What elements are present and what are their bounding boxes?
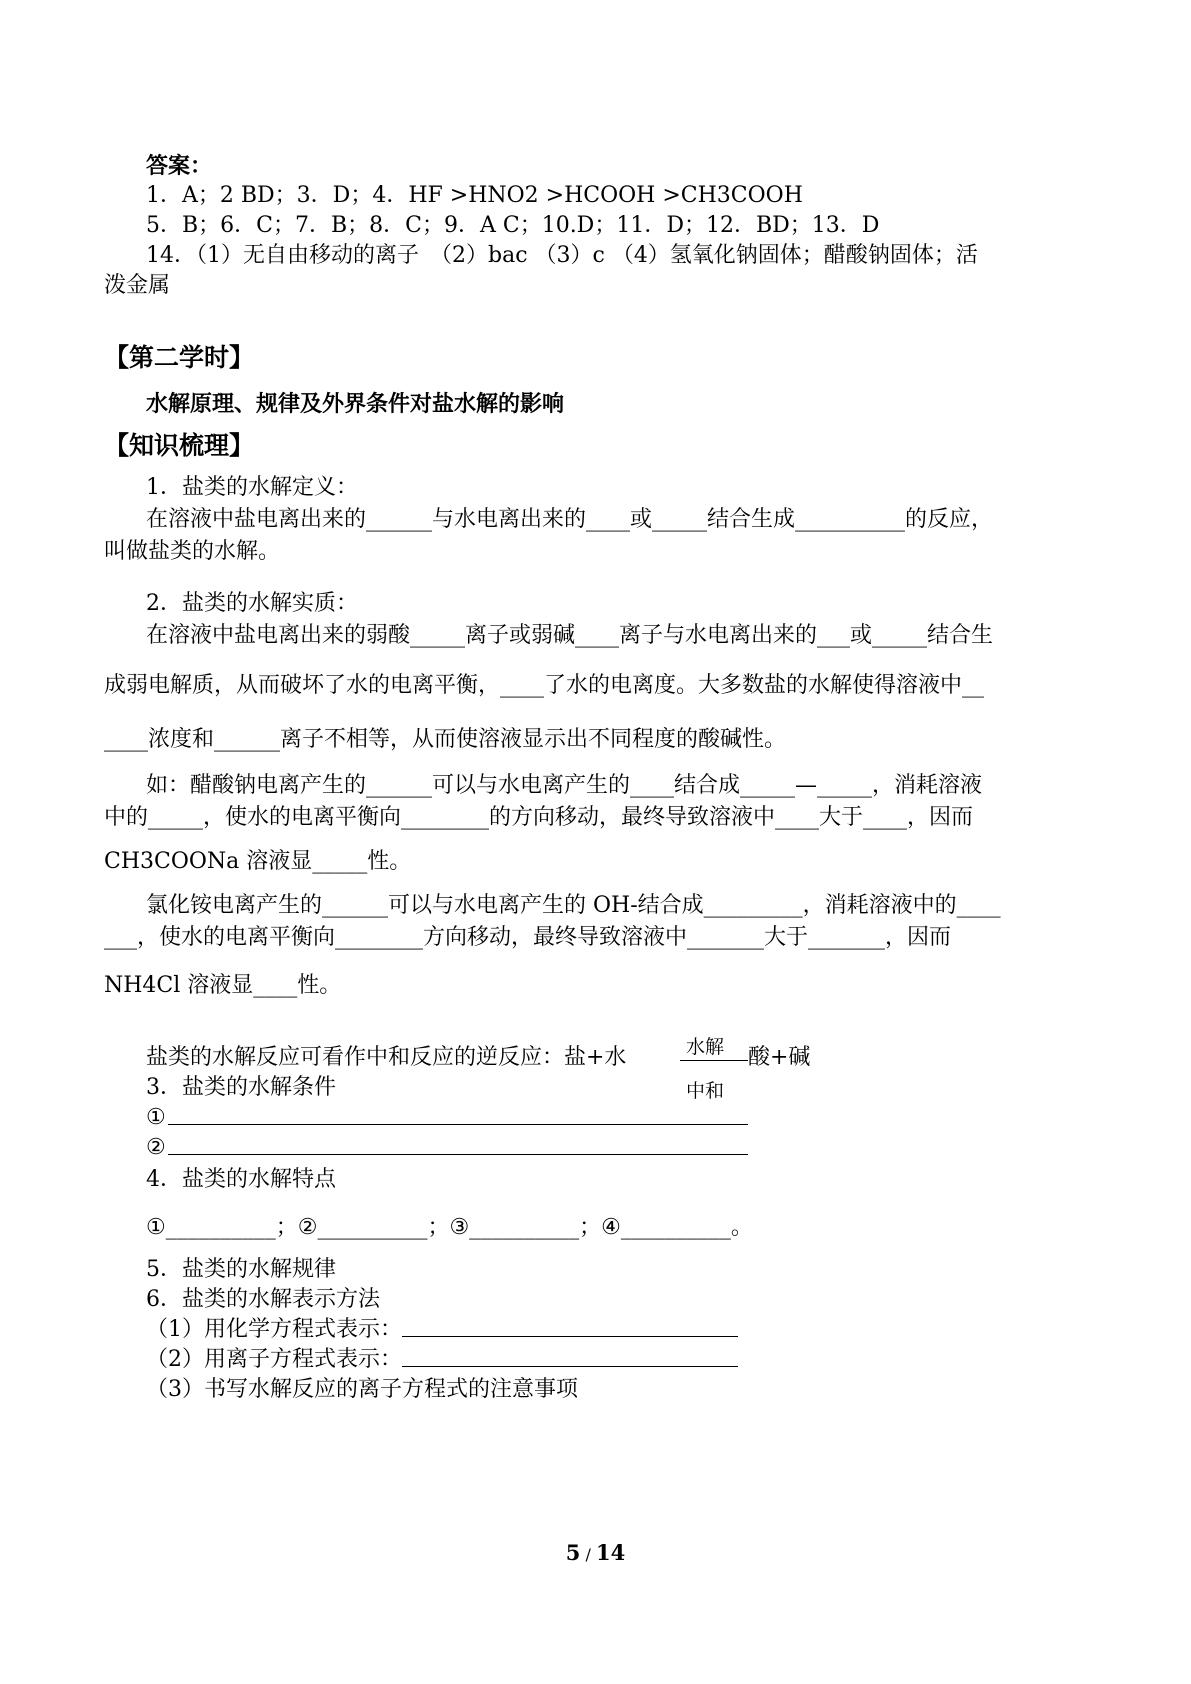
rule-title: 5．盐类的水解规律 (146, 1257, 336, 1282)
condition-blank-2 (168, 1154, 748, 1155)
representation-blank-2 (402, 1366, 738, 1367)
example-acetate-line-1: 如：醋酸钠电离产生的______可以与水电离产生的____结合成_____—_____，消耗溶液 (146, 773, 983, 798)
knowledge-heading: 【知识梳理】 (104, 431, 255, 460)
example-ammonium-line-1: 氯化铵电离产生的______可以与水电离产生的 OH-结合成_________，消耗溶液中的____ (146, 893, 1001, 918)
condition-item-1: ① (146, 1105, 166, 1130)
page-separator: / (580, 1545, 596, 1564)
answers-line-1: 1．A；2 BD；3．D；4．HF >HNO2 >HCOOH >CH3COOH (146, 183, 803, 208)
arrow-label-neutralization: 中和 (686, 1080, 725, 1102)
essence-line-2: 成弱电解质，从而破坏了水的电离平衡，____了水的电离度。大多数盐的水解使得溶液中__ (104, 673, 985, 698)
feature-line: ①__________；②__________；③__________；④__________。 (146, 1215, 753, 1240)
answers-line-4: 泼金属 (104, 273, 171, 298)
section-subtitle: 水解原理、规律及外界条件对盐水解的影响 (146, 391, 565, 417)
example-ammonium-line-3: NH4Cl 溶液显____性。 (104, 973, 342, 998)
definition-line-1: 在溶液中盐电离出来的______与水电离出来的____或_____结合生成__________的反应， (146, 507, 994, 532)
condition-item-2: ② (146, 1135, 166, 1160)
representation-item-1: （1）用化学方程式表示： (146, 1317, 402, 1342)
answers-line-2: 5．B；6．C；7．B；8．C；9．A C；10.D；11．D；12．BD；13．D (146, 213, 880, 238)
answers-line-3: 14．（1）无自由移动的离子 （2）bac （3）c （4）氢氧化钠固体；醋酸钠固体；活 (146, 243, 978, 268)
reaction-arrow (680, 1060, 748, 1061)
arrow-label-hydrolysis: 水解 (686, 1036, 725, 1058)
representation-blank-1 (402, 1336, 738, 1337)
reverse-reaction-end: 酸+碱 (748, 1045, 811, 1070)
essence-line-1: 在溶液中盐电离出来的弱酸_____离子或弱碱____离子与水电离出来的___或_____结合生 (146, 623, 994, 648)
example-acetate-line-3: CH3COONa 溶液显_____性。 (104, 849, 412, 874)
example-acetate-line-2: 中的_____，使水的电离平衡向________的方向移动，最终导致溶液中____大于____，因而 (104, 805, 974, 830)
page-current: 5 (565, 1540, 581, 1565)
representation-item-3: （3）书写水解反应的离子方程式的注意事项 (146, 1377, 578, 1402)
essence-title: 2．盐类的水解实质： (146, 591, 358, 616)
definition-line-2: 叫做盐类的水解。 (104, 539, 281, 564)
page-total: 14 (595, 1540, 626, 1565)
page-number (0, 1538, 1191, 1570)
condition-title: 3．盐类的水解条件 (146, 1075, 336, 1100)
representation-title: 6．盐类的水解表示方法 (146, 1287, 380, 1312)
reverse-reaction-text: 盐类的水解反应可看作中和反应的逆反应：盐+水 (146, 1045, 627, 1070)
representation-item-2: （2）用离子方程式表示： (146, 1347, 402, 1372)
example-ammonium-line-2: ___，使水的电离平衡向________方向移动，最终导致溶液中_______大于_______，因而 (104, 925, 952, 950)
feature-title: 4．盐类的水解特点 (146, 1167, 336, 1192)
section-heading: 【第二学时】 (104, 343, 255, 372)
answers-title: 答案： (146, 153, 213, 179)
condition-blank-1 (168, 1124, 748, 1125)
definition-title: 1．盐类的水解定义： (146, 475, 358, 500)
essence-line-3: ____浓度和______离子不相等，从而使溶液显示出不同程度的酸碱性。 (104, 727, 787, 752)
